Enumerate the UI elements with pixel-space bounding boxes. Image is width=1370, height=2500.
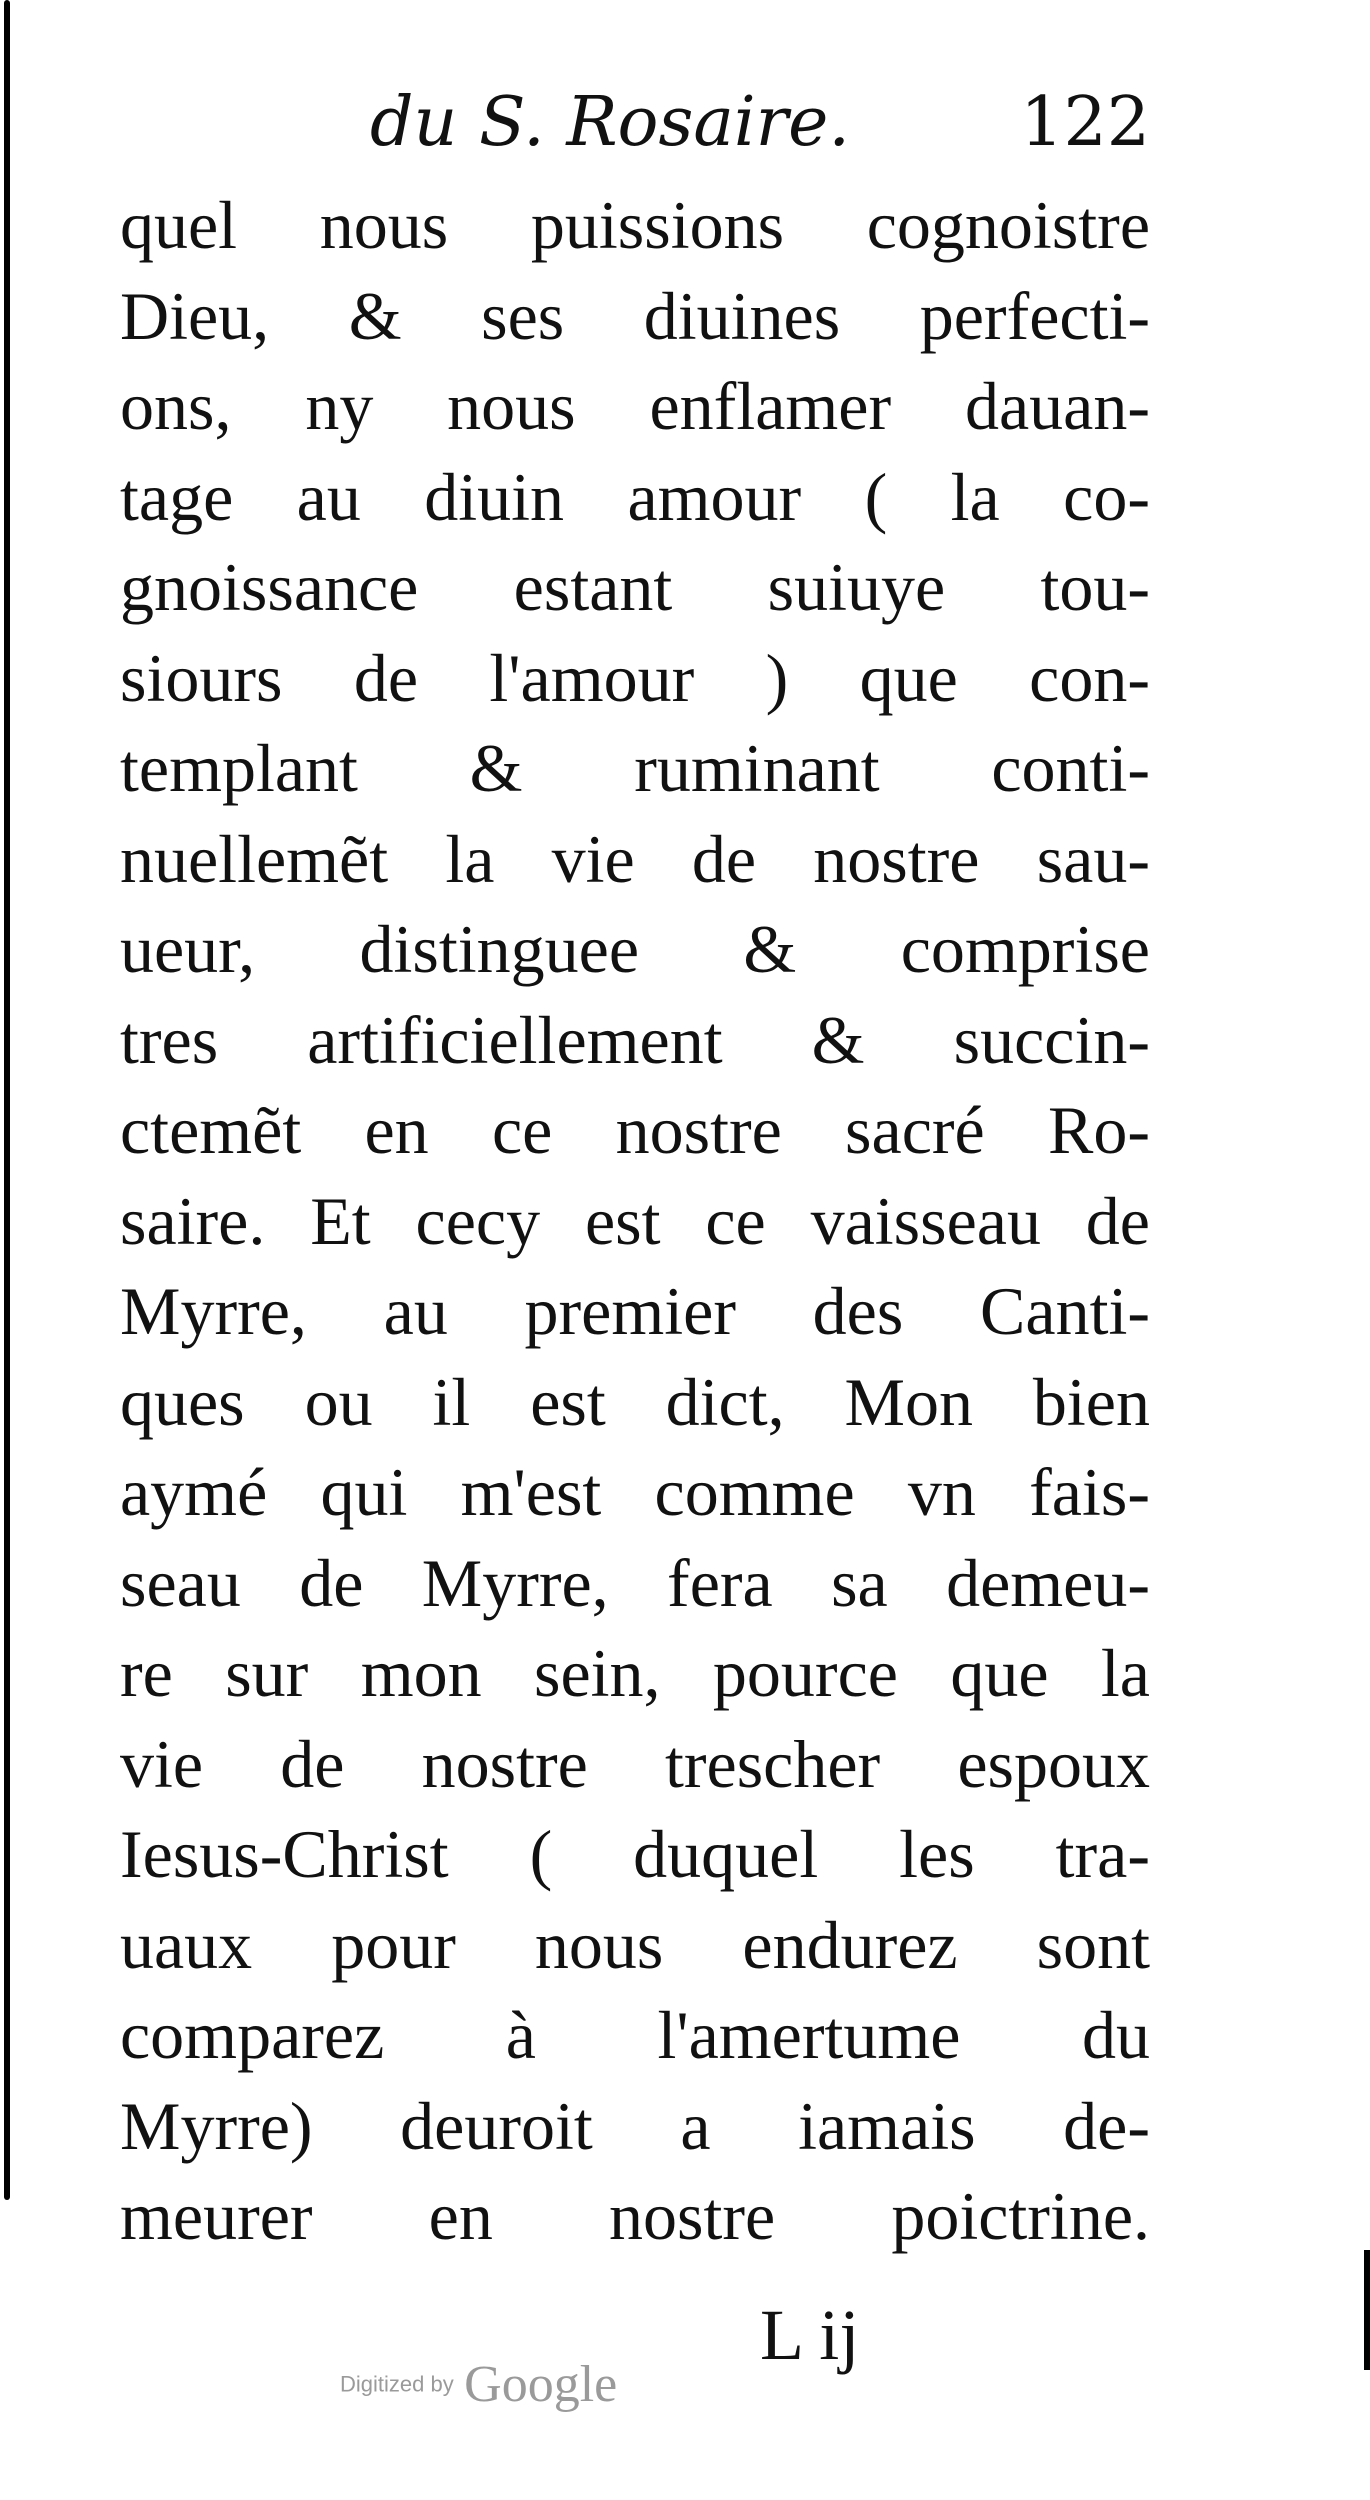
- text-line: re sur mon sein, pource que la: [120, 1635, 1150, 1711]
- text-line: ueur, distinguee & comprise: [120, 911, 1150, 987]
- text-line: ctemẽt en ce nostre sacré Ro-: [120, 1092, 1150, 1168]
- page-number: 122: [1020, 83, 1150, 162]
- page-header: [370, 78, 1150, 168]
- text-line: Dieu, & ses diuines perfecti-: [120, 277, 1150, 354]
- text-line: Myrre, au premier des Canti-: [120, 1273, 1150, 1349]
- text-line: ques ou il est dict, Mon bien: [120, 1363, 1150, 1440]
- text-line: nuellemẽt la vie de nostre sau-: [120, 820, 1150, 897]
- text-line: ons, ny nous enflamer dauan-: [120, 368, 1150, 444]
- watermark-prefix: Digitized by: [340, 2371, 454, 2397]
- page-edge-shadow: [0, 0, 22, 2500]
- text-line: templant & ruminant conti-: [120, 730, 1150, 806]
- body-text: [120, 180, 1150, 2262]
- text-line: uaux pour nous endurez sont: [120, 1906, 1150, 1983]
- text-line: aymé qui m'est comme vn fais-: [120, 1454, 1150, 1530]
- running-title: du S. Rosaire.: [370, 83, 851, 162]
- text-line: Iesus-Christ ( duquel les tra-: [120, 1816, 1150, 1892]
- text-line: comparez à l'amertume du: [120, 1997, 1150, 2073]
- watermark-brand: Google: [464, 2356, 618, 2413]
- text-line: meurer en nostre poictrine.: [120, 2178, 1150, 2254]
- right-edge-mark: [1364, 2250, 1370, 2370]
- text-line: tage au diuin amour ( la co-: [120, 458, 1150, 535]
- text-line: siours de l'amour ) que con-: [120, 639, 1150, 716]
- text-line: tres artificiellement & succin-: [120, 1001, 1150, 1078]
- text-line: vie de nostre trescher espoux: [120, 1725, 1150, 1802]
- text-line: Myrre) deuroit a iamais de-: [120, 2087, 1150, 2164]
- text-line: saire. Et cecy est ce vaisseau de: [120, 1182, 1150, 1259]
- text-line: gnoissance estant suiuye tou-: [120, 549, 1150, 625]
- digitization-watermark: [340, 2355, 617, 2414]
- text-line: quel nous puissions cognoistre: [120, 187, 1150, 263]
- signature-mark: L ij: [760, 2295, 860, 2375]
- text-line: seau de Myrre, fera sa demeu-: [120, 1544, 1150, 1621]
